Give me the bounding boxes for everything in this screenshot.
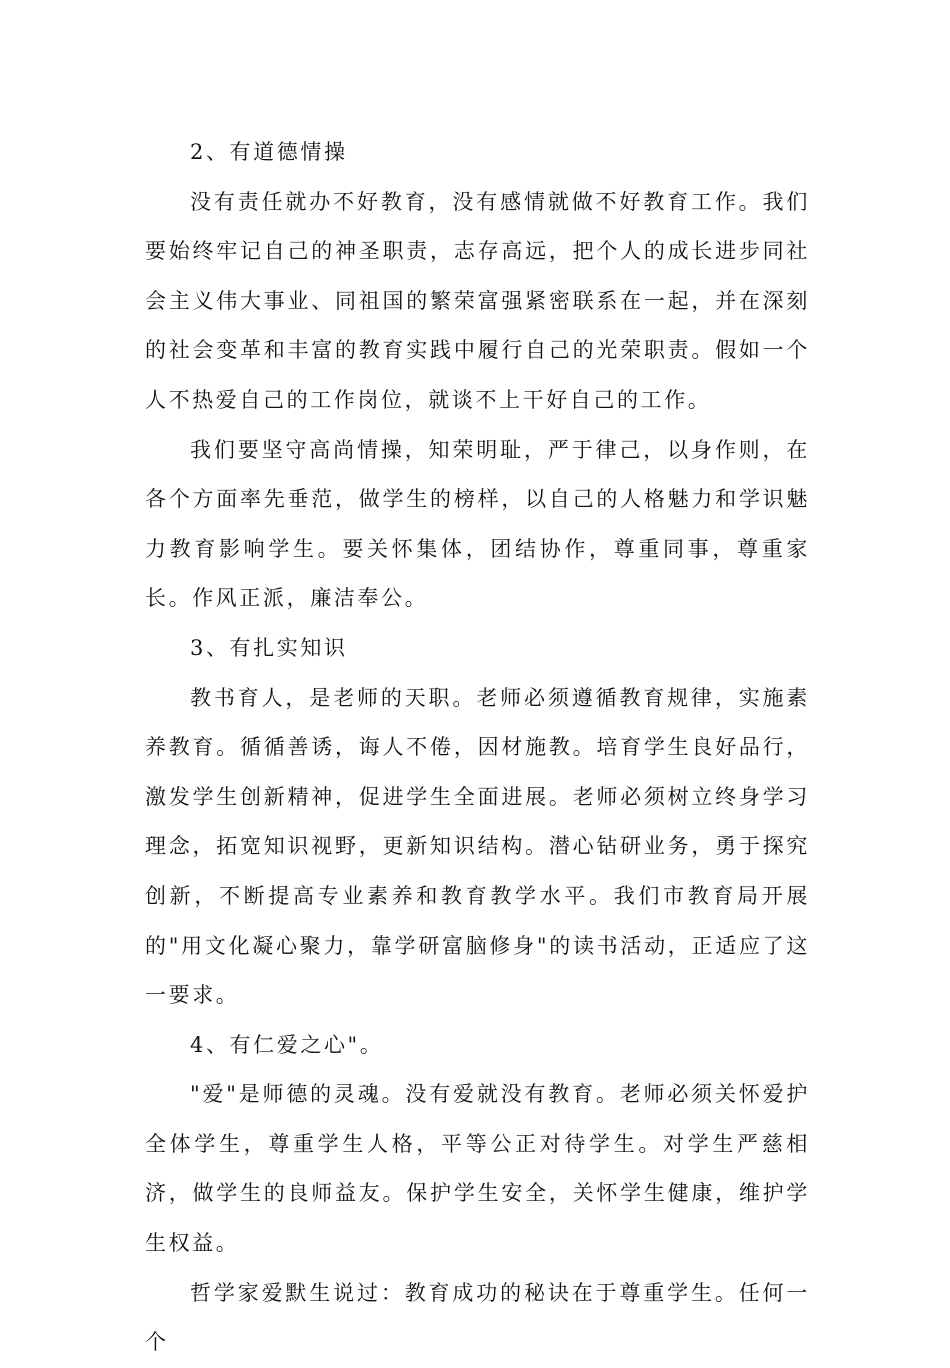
section-heading-2: 2、有道德情操 — [190, 140, 348, 164]
section-heading-3: 3、有扎实知识 — [190, 635, 348, 660]
paragraph: "爱"是师德的灵魂。没有爱就没有教育。老师必须关怀爱护全体学生，尊重学生人格，平等公正对待学生。对学生严慈相济，做学生的良师益友。保护学生安全，关怀学生健康，维护学生权益。 — [145, 1082, 810, 1256]
section-heading-4: 4、有仁爱之心"。 — [190, 1032, 384, 1057]
document-body — [145, 128, 810, 1368]
paragraph: 哲学家爱默生说过：教育成功的秘诀在于尊重学生。任何一个 — [145, 1280, 810, 1355]
paragraph: 没有责任就办不好教育，没有感情就做不好教育工作。我们要始终牢记自己的神圣职责，志存高远，把个人的成长进步同社会主义伟大事业、同祖国的繁荣富强紧密联系在一起，并在深刻的社会变革和丰富的教育实践中履行自己的光荣职责。假如一个人不热爱自己的工作岗位，就谈不上干好自己的工作。 — [145, 189, 810, 412]
paragraph: 教书育人，是老师的天职。老师必须遵循教育规律，实施素养教育。循循善诱，诲人不倦，因材施教。培育学生良好品行，激发学生创新精神，促进学生全面进展。老师必须树立终身学习理念，拓宽知识视野，更新知识结构。潜心钻研业务，勇于探究创新，不断提高专业素养和教育教学水平。我们市教育局开展的"用文化凝心聚力，靠学研富脑修身"的读书活动，正适应了这一要求。 — [145, 685, 810, 1008]
paragraph: 我们要坚守高尚情操，知荣明耻，严于律己，以身作则，在各个方面率先垂范，做学生的榜样，以自己的人格魅力和学识魅力教育影响学生。要关怀集体，团结协作，尊重同事，尊重家长。作风正派，廉洁奉公。 — [145, 437, 810, 611]
